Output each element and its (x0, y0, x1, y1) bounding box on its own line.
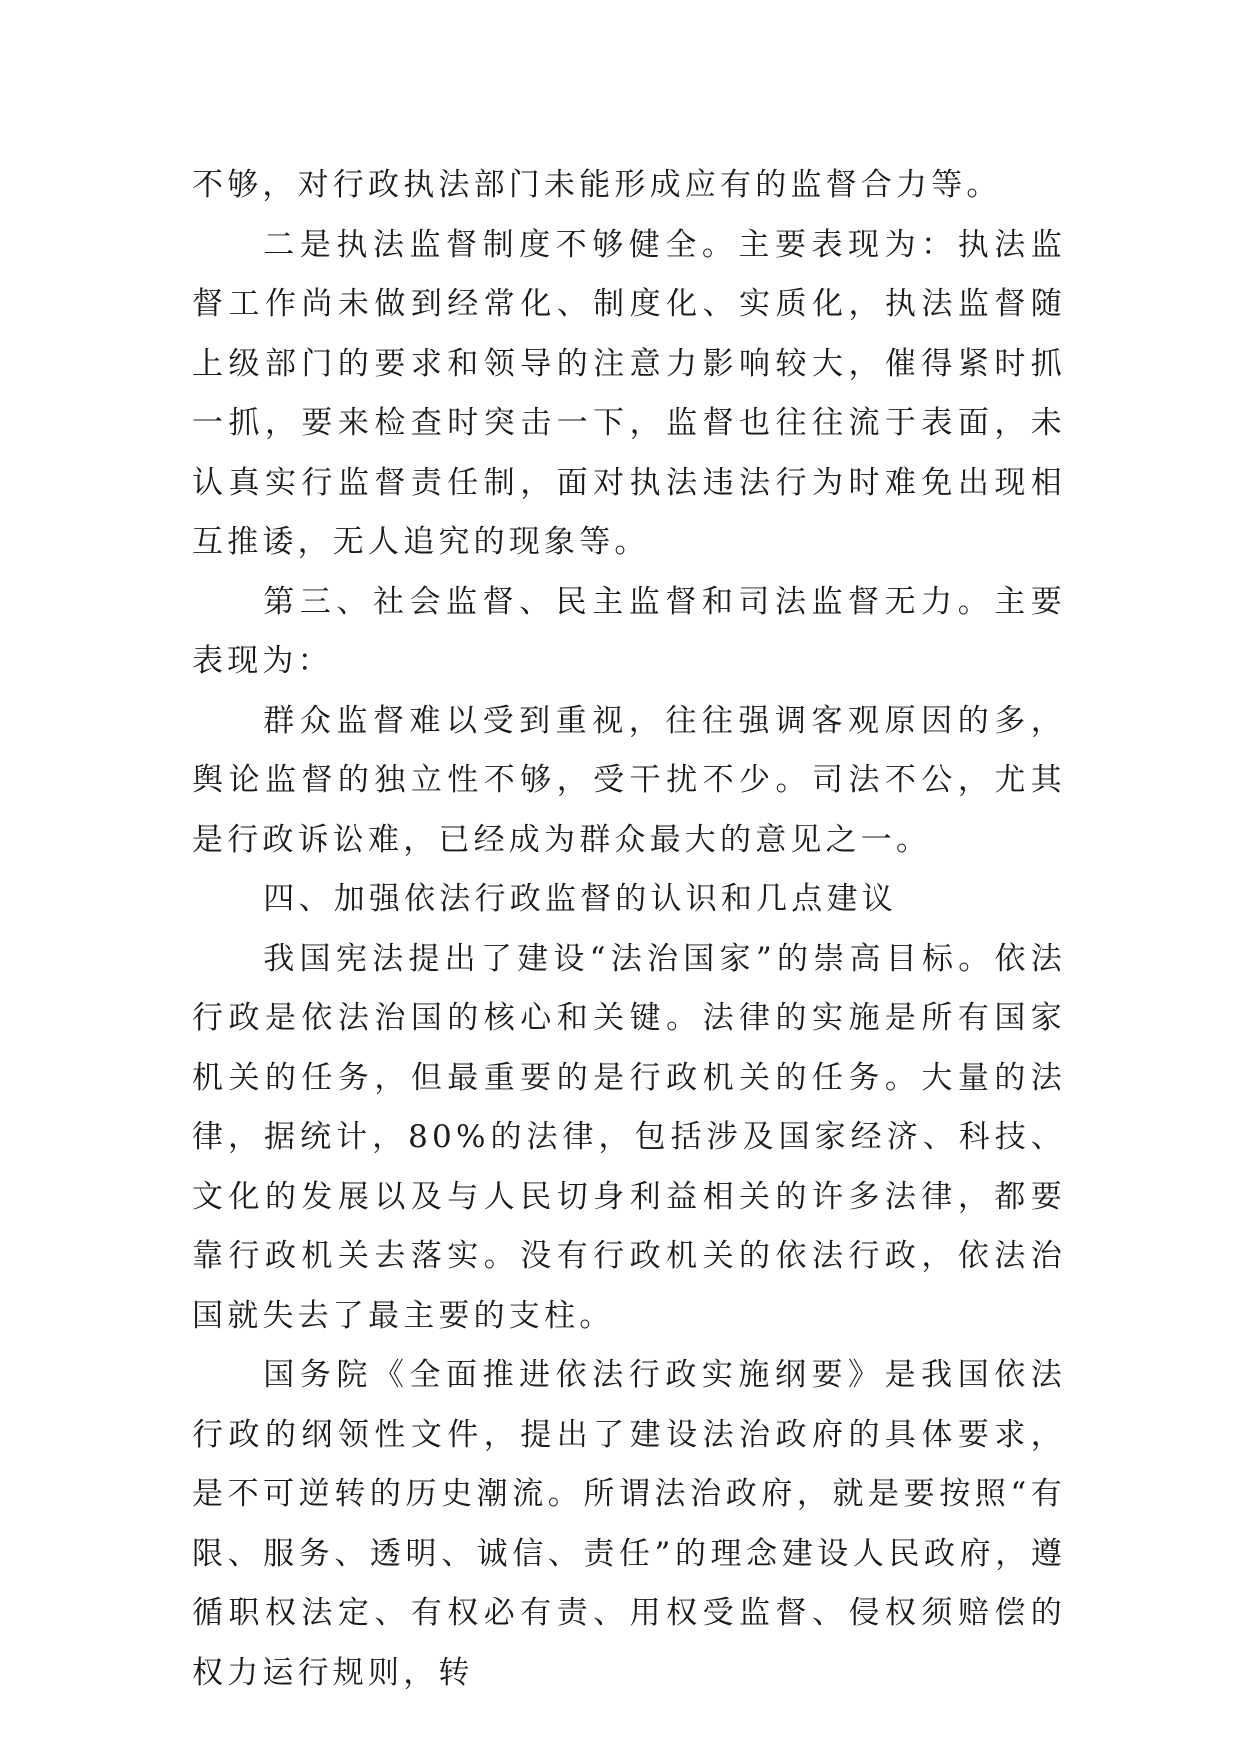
paragraph: 我国宪法提出了建设“法治国家”的崇高目标。依法行政是依法治国的核心和关键。法律的实施是所有国家机关的任务，但最重要的是行政机关的任务。大量的法律，据统计，80%的法律，包括涉及国家经济、科技、文化的发展以及与人民切身利益相关的许多法律，都要靠行政机关去落实。没有行政机关的依法行政，依法治国就失去了最主要的支柱。 (192, 940, 1066, 1334)
paragraph: 国务院《全面推进依法行政实施纲要》是我国依法行政的纲领性文件，提出了建设法治政府的具体要求，是不可逆转的历史潮流。所谓法治政府，就是要按照“有限、服务、透明、诚信、责任”的理念建设人民政府，遵循职权法定、有权必有责、用权受监督、侵权须赔偿的权力运行规则，转 (192, 1357, 1066, 1691)
paragraph: 二是执法监督制度不够健全。主要表现为：执法监督工作尚未做到经常化、制度化、实质化，执法监督随上级部门的要求和领导的注意力影响较大，催得紧时抓一抓，要来检查时突击一下，监督也往往流于表面，未认真实行监督责任制，面对执法违法行为时难免出现相互推诿，无人追究的现象等。 (192, 226, 1066, 560)
paragraph: 第三、社会监督、民主监督和司法监督无力。主要表现为： (192, 583, 1066, 679)
section-heading: 四、加强依法行政监督的认识和几点建议 (263, 881, 897, 917)
document-body (192, 156, 1066, 1703)
paragraph: 群众监督难以受到重视，往往强调客观原因的多，舆论监督的独立性不够，受干扰不少。司法不公，尤其是行政诉讼难，已经成为群众最大的意见之一。 (192, 702, 1066, 858)
paragraph: 不够，对行政执法部门未能形成应有的监督合力等。 (192, 167, 1002, 203)
